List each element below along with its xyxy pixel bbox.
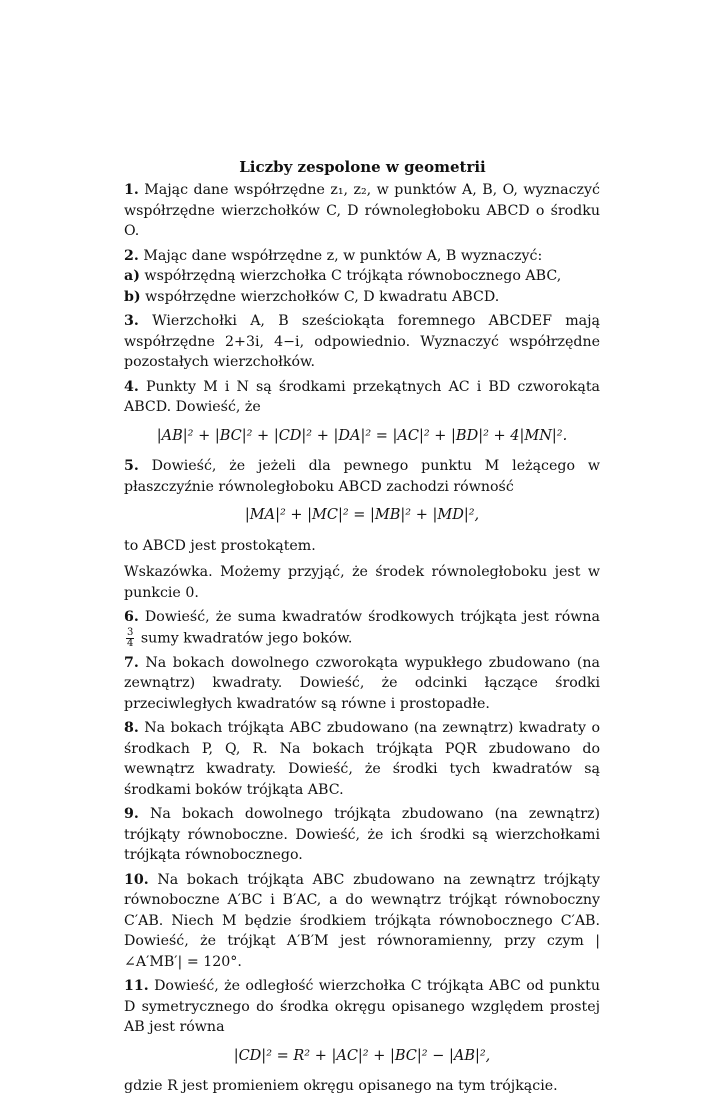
- problem-text: Dowieść, że jeżeli dla pewnego punktu M leżącego w płaszczyźnie równoległoboku ABCD zachodzi równość: [124, 458, 600, 495]
- subproblem-label: b): [124, 288, 141, 305]
- problem-text: Mając dane współrzędne z₁, z₂, w punktów A, B, O, wyznaczyć współrzędne wierzchołków C, D równoległoboku ABCD o środku O.: [124, 182, 600, 239]
- document-title: Liczby zespolone w geometrii: [239, 158, 486, 176]
- problem-number: 3.: [124, 313, 139, 329]
- problem-text: współrzędne wierzchołków C, D kwadratu ABCD.: [145, 288, 500, 305]
- problem-2: [124, 246, 600, 267]
- problem-text: Dowieść, że suma kwadratów środkowych trójkąta jest równa: [144, 609, 600, 625]
- problem-9: [124, 804, 600, 866]
- problem-1: [124, 180, 600, 242]
- equation-11: |CD|² = R² + |AC|² + |BC|² − |AB|²,: [233, 1047, 491, 1064]
- hint: Wskazówka. Możemy przyjąć, że środek równoległoboku jest w punkcie 0.: [124, 564, 600, 601]
- equation-5: |MA|² + |MC|² = |MB|² + |MD|²,: [244, 507, 480, 523]
- problem-number: 8.: [124, 720, 139, 736]
- problem-11: [124, 976, 600, 1038]
- problem-text: Punkty M i N są środkami przekątnych AC i BD czworokąta ABCD. Dowieść, że: [124, 378, 600, 415]
- problem-number: 4.: [124, 378, 139, 395]
- problem-text: Na bokach dowolnego trójkąta zbudowano (na zewnątrz) trójkąty równoboczne. Dowieść, że ich środki są wierzchołkami trójkąta równobocznego.: [124, 806, 600, 863]
- problem-8: [124, 718, 600, 800]
- problem-number: 11.: [124, 978, 149, 994]
- problem-text: współrzędną wierzchołka C trójkąta równobocznego ABC,: [144, 268, 562, 284]
- problem-7: [124, 653, 600, 715]
- problem-text: Na bokach dowolnego czworokąta wypukłego zbudowano (na zewnątrz) kwadraty. Dowieść, że odcinki łączące środki przeciwległych kwadratów są równe i prostopadłe.: [124, 654, 600, 712]
- problem-text: Mając dane współrzędne z, w punktów A, B wyznaczyć:: [143, 247, 543, 264]
- problem-text: Wierzchołki A, B sześciokąta foremnego ABCDEF mają współrzędne 2+3i, 4−i, odpowiednio. Wyznaczyć współrzędne pozostałych wierzchołków.: [124, 313, 600, 370]
- problem-3: [124, 311, 600, 373]
- problem-list: [124, 180, 600, 1101]
- problem-text: sumy kwadratów jego boków.: [140, 630, 353, 646]
- problem-number: 5.: [124, 458, 139, 474]
- problem-number: 1.: [124, 182, 139, 198]
- problem-text: Na bokach trójkąta ABC zbudowano (na zewnątrz) kwadraty o środkach P, Q, R. Na bokach trójkąta PQR zbudowano do wewnątrz kwadraty. Dowieść, że środki tych kwadratów są środkami boków trójkąta ABC.: [124, 720, 600, 798]
- subproblem-label: a): [124, 268, 140, 284]
- problem-11-conclusion: gdzie R jest promieniem okręgu opisanego na tym trójkącie.: [124, 1078, 558, 1094]
- problem-10: [124, 870, 600, 973]
- problem-5-conclusion: to ABCD jest prostokątem.: [124, 537, 316, 554]
- fraction-numerator: 3: [127, 626, 134, 638]
- problem-text: Dowieść, że odległość wierzchołka C trójkąta ABC od punktu D symetrycznego do środka okręgu opisanego względem prostej AB jest równa: [124, 978, 600, 1035]
- problem-text: Na bokach trójkąta ABC zbudowano na zewnątrz trójkąty równoboczne A′BC i B′AC, a do wewnątrz trójkąt równoboczny C′AB. Niech M będzie środkiem trójkąta równobocznego C′AB. Dowieść, że trójkąt A′B′M jest równoramienny, przy czym |∠A′MB′| = 120°.: [124, 871, 601, 970]
- problem-number: 7.: [124, 654, 139, 671]
- problem-number: 6.: [124, 609, 139, 625]
- fraction: [126, 628, 134, 649]
- problem-number: 2.: [124, 247, 139, 264]
- problem-2b: [124, 287, 600, 308]
- problem-number: 9.: [124, 806, 139, 822]
- problem-number: 10.: [124, 871, 149, 888]
- problem-4: [124, 377, 600, 418]
- problem-5: [124, 456, 600, 497]
- equation-4: |AB|² + |BC|² + |CD|² + |DA|² = |AC|² + |BD|² + 4|MN|².: [156, 427, 568, 444]
- fraction-denominator: 4: [127, 637, 134, 649]
- problem-6: [124, 607, 600, 649]
- problem-2a: [124, 266, 600, 287]
